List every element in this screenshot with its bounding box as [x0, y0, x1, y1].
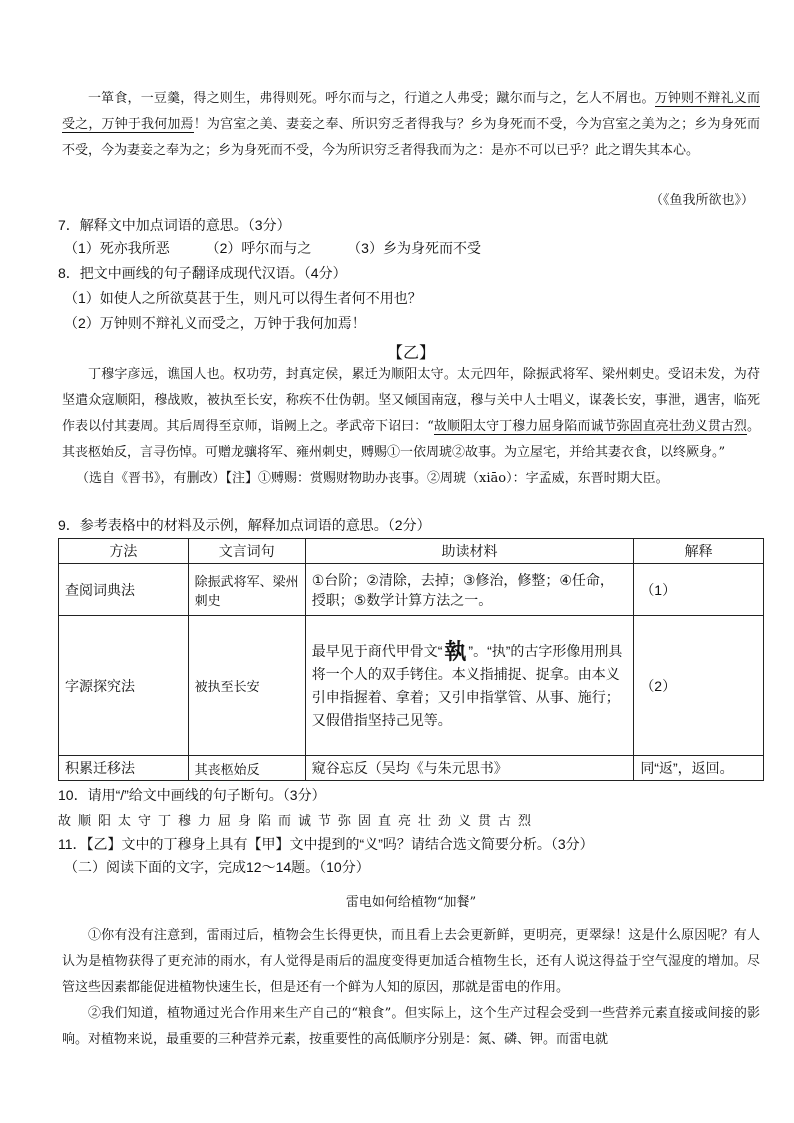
table-cell-phrase: 除振武将军、梁州刺史	[188, 564, 305, 616]
passage-yi-part-a: 丁穆字彦远，谯国人也。权功劳，封真定侯，累迁为顺阳太守。太元四年，除振武将军、梁州刺史。受诏未发，为苻坚遣众寇顺阳，穆战败，被执至长安，称疾不仕伪朝。坚又倾国南寇，穆与关中人士唱义，谋袭长安，事泄，遇害，临死作表以付其妻周。其后周得至京师，诣阙上之。孝武帝下诏曰：“	[62, 367, 760, 434]
question-8-item-2: （2）万钟则不辩礼义而受之，万钟于我何加焉！	[64, 315, 366, 331]
question-7-items	[58, 237, 756, 260]
table-header-row	[59, 539, 764, 564]
material-text-a: 最早见于商代甲骨文“	[311, 642, 443, 659]
question-7-item-1: （1）死亦我所恶	[64, 240, 170, 256]
table-cell-method: 查阅词典法	[59, 564, 189, 616]
table-cell-material: ①台阶；②清除，去掉；③修治，修整；④任命，授职；⑤数学计算方法之一。	[305, 564, 634, 616]
table-cell-answer: （2）	[634, 616, 764, 756]
question-7-title: 7．解释文中加点词语的意思。（3分）	[58, 217, 291, 233]
question-7-item-2: （2）呼尔而与之	[205, 240, 312, 256]
passage-jia	[62, 86, 760, 164]
table-row	[59, 564, 764, 616]
underlined-sentence-yi-1: 故顺阳太守丁穆力屈	[433, 419, 552, 434]
article-title: 雷电如何给植物“加餐”	[345, 895, 477, 910]
table-header: 文言词句	[188, 539, 305, 564]
table-cell-answer: 同“返”，返回。	[634, 756, 764, 781]
question-11	[58, 833, 756, 879]
question-8	[58, 262, 756, 335]
table-cell-phrase: 被执至长安	[188, 616, 305, 756]
question-9-title	[58, 514, 756, 537]
question-9-table	[58, 538, 764, 781]
table-cell-method: 积累迁移法	[59, 756, 189, 781]
article-para-1: ①你有没有注意到，雷雨过后，植物会生长得更快，而且看上去会更新鲜，更明亮，更翠绿！这是什么原因呢？有人认为是植物获得了更充沛的雨水，有人觉得是雨后的温度变得更加适合植物生长，还有人说这得益于空气湿度的增加。尽管这些因素都能促进植物快速生长，但是还有一个鲜为人知的原因，那就是雷电的作用。	[62, 928, 760, 995]
question-8-item-1: （1）如使人之所欲莫甚于生，则凡可以得生者何不用也？	[64, 290, 422, 306]
passage-jia-source: （《鱼我所欲也》）	[649, 193, 754, 208]
question-10-title: 10．请用“/”给文中画线的句子断句。（3分）	[58, 787, 326, 803]
question-9-title-text: 9．参考表格中的材料及示例，解释加点词语的意思。（2分）	[58, 517, 431, 533]
underlined-sentence-2: 不辩礼义而受之，万钟于我何加焉	[62, 91, 760, 132]
table-row	[59, 756, 764, 781]
underlined-sentence-1: 万钟则	[654, 91, 695, 106]
material-text-b: ”。“执”的古字形像用刑具将一个人的双手铐住。本义指捕捉、捉拿。由本义引申指握着、拿着；又引申指掌管、从事、施行；又假借指坚持己见等。	[311, 642, 623, 728]
article-para-2: ②我们知道，植物通过光合作用来生产自己的“粮食”。但实际上，这个生产过程会受到一些营养元素直接或间接的影响。对植物来说，最重要的三种营养元素，按重要性的高低顺序分别是：氮、磷、钾。而雷电就	[62, 1006, 760, 1047]
table-cell-answer: （1）	[634, 564, 764, 616]
passage-yi-text	[62, 362, 760, 466]
table-header: 助读材料	[305, 539, 634, 564]
passage-yi-heading: 【乙】	[386, 343, 435, 362]
passage-yi-note: （选自《晋书》，有删改）【注】①赙赐：赏赐财物助办丧事。②周琥（xiāo）：字孟威，东晋时期大臣。	[76, 471, 669, 486]
article	[62, 878, 760, 1053]
table-cell-material: 窥谷忘反（吴均《与朱元思书》	[305, 756, 634, 781]
question-7	[58, 214, 756, 260]
passage-yi-part-b: 。其丧柩始反，言寻伤悼。可赠龙骧将军、雍州刺史，赙赐①一依周琥②故事。为立屋宅，并给其妻衣食，以终厥身。”	[62, 419, 760, 460]
table-cell-material	[305, 616, 634, 756]
table-header: 解释	[634, 539, 764, 564]
oracle-bone-glyph: 執	[444, 638, 467, 664]
question-11-title: 11．【乙】文中的丁穆身上具有【甲】文中提到的“义”吗？请结合选文简要分析。（3分）	[58, 836, 594, 852]
underlined-sentence-yi-2: 身陷而诚节弥固直亮壮劲义贯古烈	[551, 419, 747, 434]
passage-jia-text	[62, 86, 760, 164]
question-8-title: 8．把文中画线的句子翻译成现代汉语。（4分）	[58, 265, 347, 281]
question-10-sentence: 故顺阳太守丁穆力屈身陷而诚节弥固直亮壮劲义贯古烈	[58, 814, 539, 829]
question-10	[58, 784, 756, 829]
table-cell-method: 字源探究法	[59, 616, 189, 756]
table-row	[59, 616, 764, 756]
passage-jia-part-a: 一箪食，一豆羹，得之则生，弗得则死。呼尔而与之，行道之人弗受；蹴尔而与之，乞人不屑也。	[88, 91, 655, 106]
table-cell-phrase: 其丧柩始反	[188, 756, 305, 781]
question-7-item-3: （3）乡为身死而不受	[347, 240, 481, 256]
passage-yi	[62, 362, 760, 492]
passage-jia-part-b: ！为宫室之美、妻妾之奉、所识穷乏者得我与？乡为身死而不受，今为宫室之美为之；乡为身死而不受，今为妻妾之奉为之；乡为身死而不受，今为所识穷乏者得我而为之：是亦不可以已乎？此之谓失其本心。	[62, 117, 760, 158]
table-header: 方法	[59, 539, 189, 564]
section-2-title: （二）阅读下面的文字，完成12～14题。（10分）	[64, 859, 370, 875]
